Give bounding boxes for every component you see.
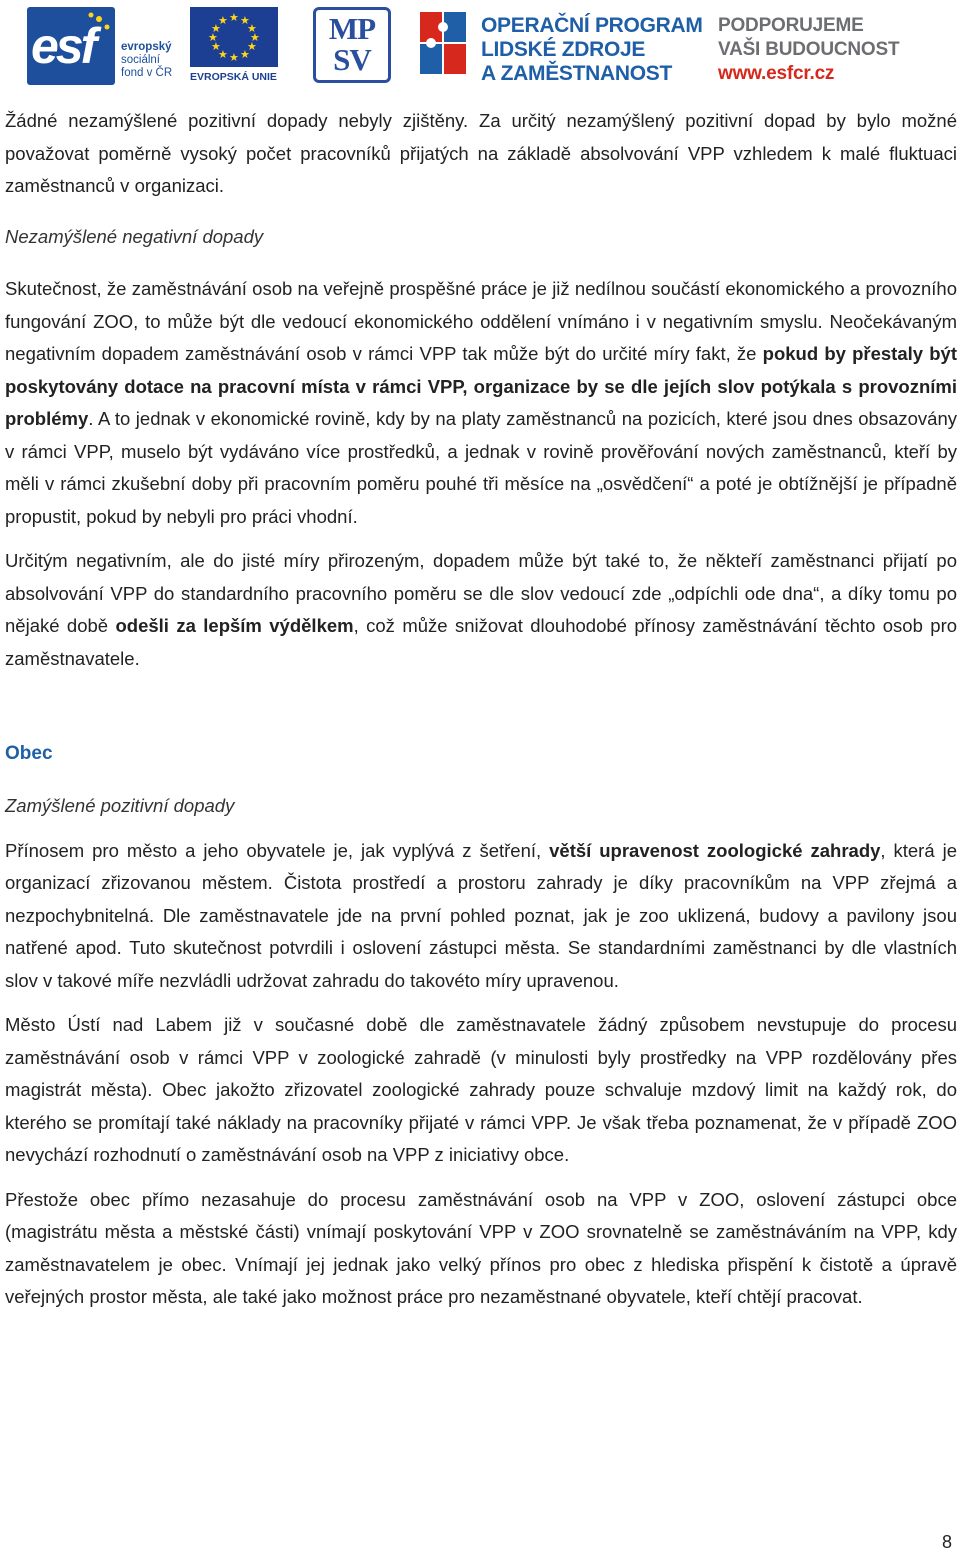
bold-text: pokud by přestaly být poskytovány dotace na pracovní místa v rámci VPP, organizace by se dle jejích slov potýkala s provozními problémy: [5, 343, 957, 429]
support-text: [718, 14, 899, 86]
bold-text: větší upravenost zoologické zahrady: [549, 839, 881, 861]
op-line2: LIDSKÉ ZDROJE: [481, 38, 646, 61]
esf-line1: evropský: [121, 41, 172, 53]
eu-logo: [190, 7, 282, 85]
logo-band: [0, 0, 960, 92]
support-logo: [718, 14, 938, 84]
heading-positive-impacts: Zamýšlené pozitivní dopady: [5, 795, 235, 816]
support-line1: PODPORUJEME: [718, 15, 864, 36]
paragraph-positive-3: Přestože obec přímo nezasahuje do procesu zaměstnávání osob na VPP v ZOO, oslovení zástupci obce (magistrátu města a městské části) vnímají poskytování VPP v ZOO srovnatelně se zaměstnáváním na VPP, kdy zaměstnavatelem je obec. Vnímají jej jednak jako velký přínos pro obec z hlediska přispění k čistotě a úpravě veřejných prostor města, ale také jako možnost práce pro nezaměstnané obyvatele, kteří chtějí pracovat.: [5, 1188, 957, 1307]
support-url: www.esfcr.cz: [718, 63, 835, 84]
heading-negative-impacts: Nezamýšlené negativní dopady: [5, 225, 264, 247]
esf-mark: [27, 7, 115, 85]
op-puzzle-icon: [420, 12, 468, 76]
text-run: , která je organizací zřizovanou městem. Čistota prostředí a prostoru zahrady je díky pracovníkům na VPP zřejmá a nezpochybnitelná. Dle zaměstnavatele jde na první pohled poznat, jak je zoo uklizená, budovy a pavilony jsou natřené apod. Tuto skutečnost potvrdili i oslovení zástupci města. Se standardními zaměstnanci by dle vlastních slov v takové míře nezvládli udržovat zahradu do takovéto míry upravenou.: [5, 839, 957, 991]
support-line2: VAŠI BUDOUCNOST: [718, 39, 900, 60]
op-text: [481, 14, 703, 86]
esf-letters: esf: [31, 18, 95, 74]
document-body: [5, 105, 957, 1314]
mpsv-logo: [313, 7, 393, 85]
text-run: Přínosem pro město a jeho obyvatele je, jak vyplývá z šetření,: [5, 839, 550, 861]
op-line1: OPERAČNÍ PROGRAM: [481, 14, 703, 37]
esf-line2: sociální: [121, 54, 160, 66]
mpsv-text: [317, 13, 387, 75]
op-logo: [420, 12, 703, 85]
eu-flag-icon: ★ ★ ★ ★ ★ ★ ★ ★ ★ ★ ★ ★: [190, 7, 278, 67]
esf-logo: [27, 7, 183, 85]
eu-label: EVROPSKÁ UNIE: [190, 71, 277, 83]
mpsv-line2: SV: [333, 42, 371, 77]
text-run: . A to jednak v ekonomické rovině, kdy by na platy zaměstnanců na pozicích, které jsou dnes obsazovány v rámci VPP, muselo být vydáváno více prostředků, a jednak v rovině prověřování nových zaměstnanců, kteří by měli v rámci zkušební doby při pracovním poměru pouhé tři měsíce na „osvědčení“ a poté je obtížnější je případně propustit, pokud by nebyli pro práci vhodní.: [5, 408, 957, 527]
paragraph-intro: Žádné nezamýšlené pozitivní dopady nebyly zjištěny. Za určitý nezamýšlený pozitivní dopad by bylo možné považovat poměrně vysoký počet pracovníků přijatých na základě absolvování VPP vzhledem k malé fluktuaci zaměstnanců v organizaci.: [5, 110, 957, 196]
paragraph-positive-2: Město Ústí nad Labem již v současné době dle zaměstnavatele žádný způsobem nevstupuje do procesu zaměstnávání osob v rámci VPP v zoologické zahradě (v minulosti byly prostředky na VPP rozdělovány přes magistrát města). Obec jakožto zřizovatel zoologické zahrady pouze schvaluje mzdový limit na každý rok, do kterého se promítají také náklady na pracovníky přijaté v rámci VPP. Je však třeba poznamenat, že v případě ZOO nevychází rozhodnutí o zaměstnávání osob na VPP z iniciativy obce.: [5, 1014, 957, 1165]
paragraph-negative-2: [5, 545, 957, 675]
op-line3: A ZAMĚSTNANOST: [481, 62, 673, 85]
text-run: Skutečnost, že zaměstnávání osob na veřejně prospěšné práce je již nedílnou součástí ekonomického a provozního fungování ZOO, to může být dle vedoucí ekonomického oddělení vnímáno i v negativním smyslu. Neočekávaným negativním dopadem zaměstnávání osob v rámci VPP tak může být do určité míry fakt, že: [5, 278, 957, 364]
esf-text: [121, 41, 191, 80]
paragraph-negative-1: [5, 273, 957, 533]
esf-line3: fond v ČR: [121, 67, 173, 79]
bold-text: odešli za lepším výdělkem: [115, 615, 354, 636]
text-run: Určitým negativním, ale do jisté míry přirozeným, dopadem může být také to, že někteří zaměstnanci přijatí po absolvování VPP do standardního pracovního poměru se dle slov vedoucí zde „odpíchli ode dna“, a díky tomu po nějaké době: [5, 550, 957, 636]
paragraph-positive-1: [5, 835, 957, 998]
section-heading-obec: Obec: [5, 743, 53, 764]
page-number: 8: [941, 1532, 952, 1552]
text-run: , což může snižovat dlouhodobé přínosy zaměstnávání těchto osob pro zaměstnavatele.: [5, 615, 958, 669]
mpsv-line1: MP: [328, 11, 376, 46]
